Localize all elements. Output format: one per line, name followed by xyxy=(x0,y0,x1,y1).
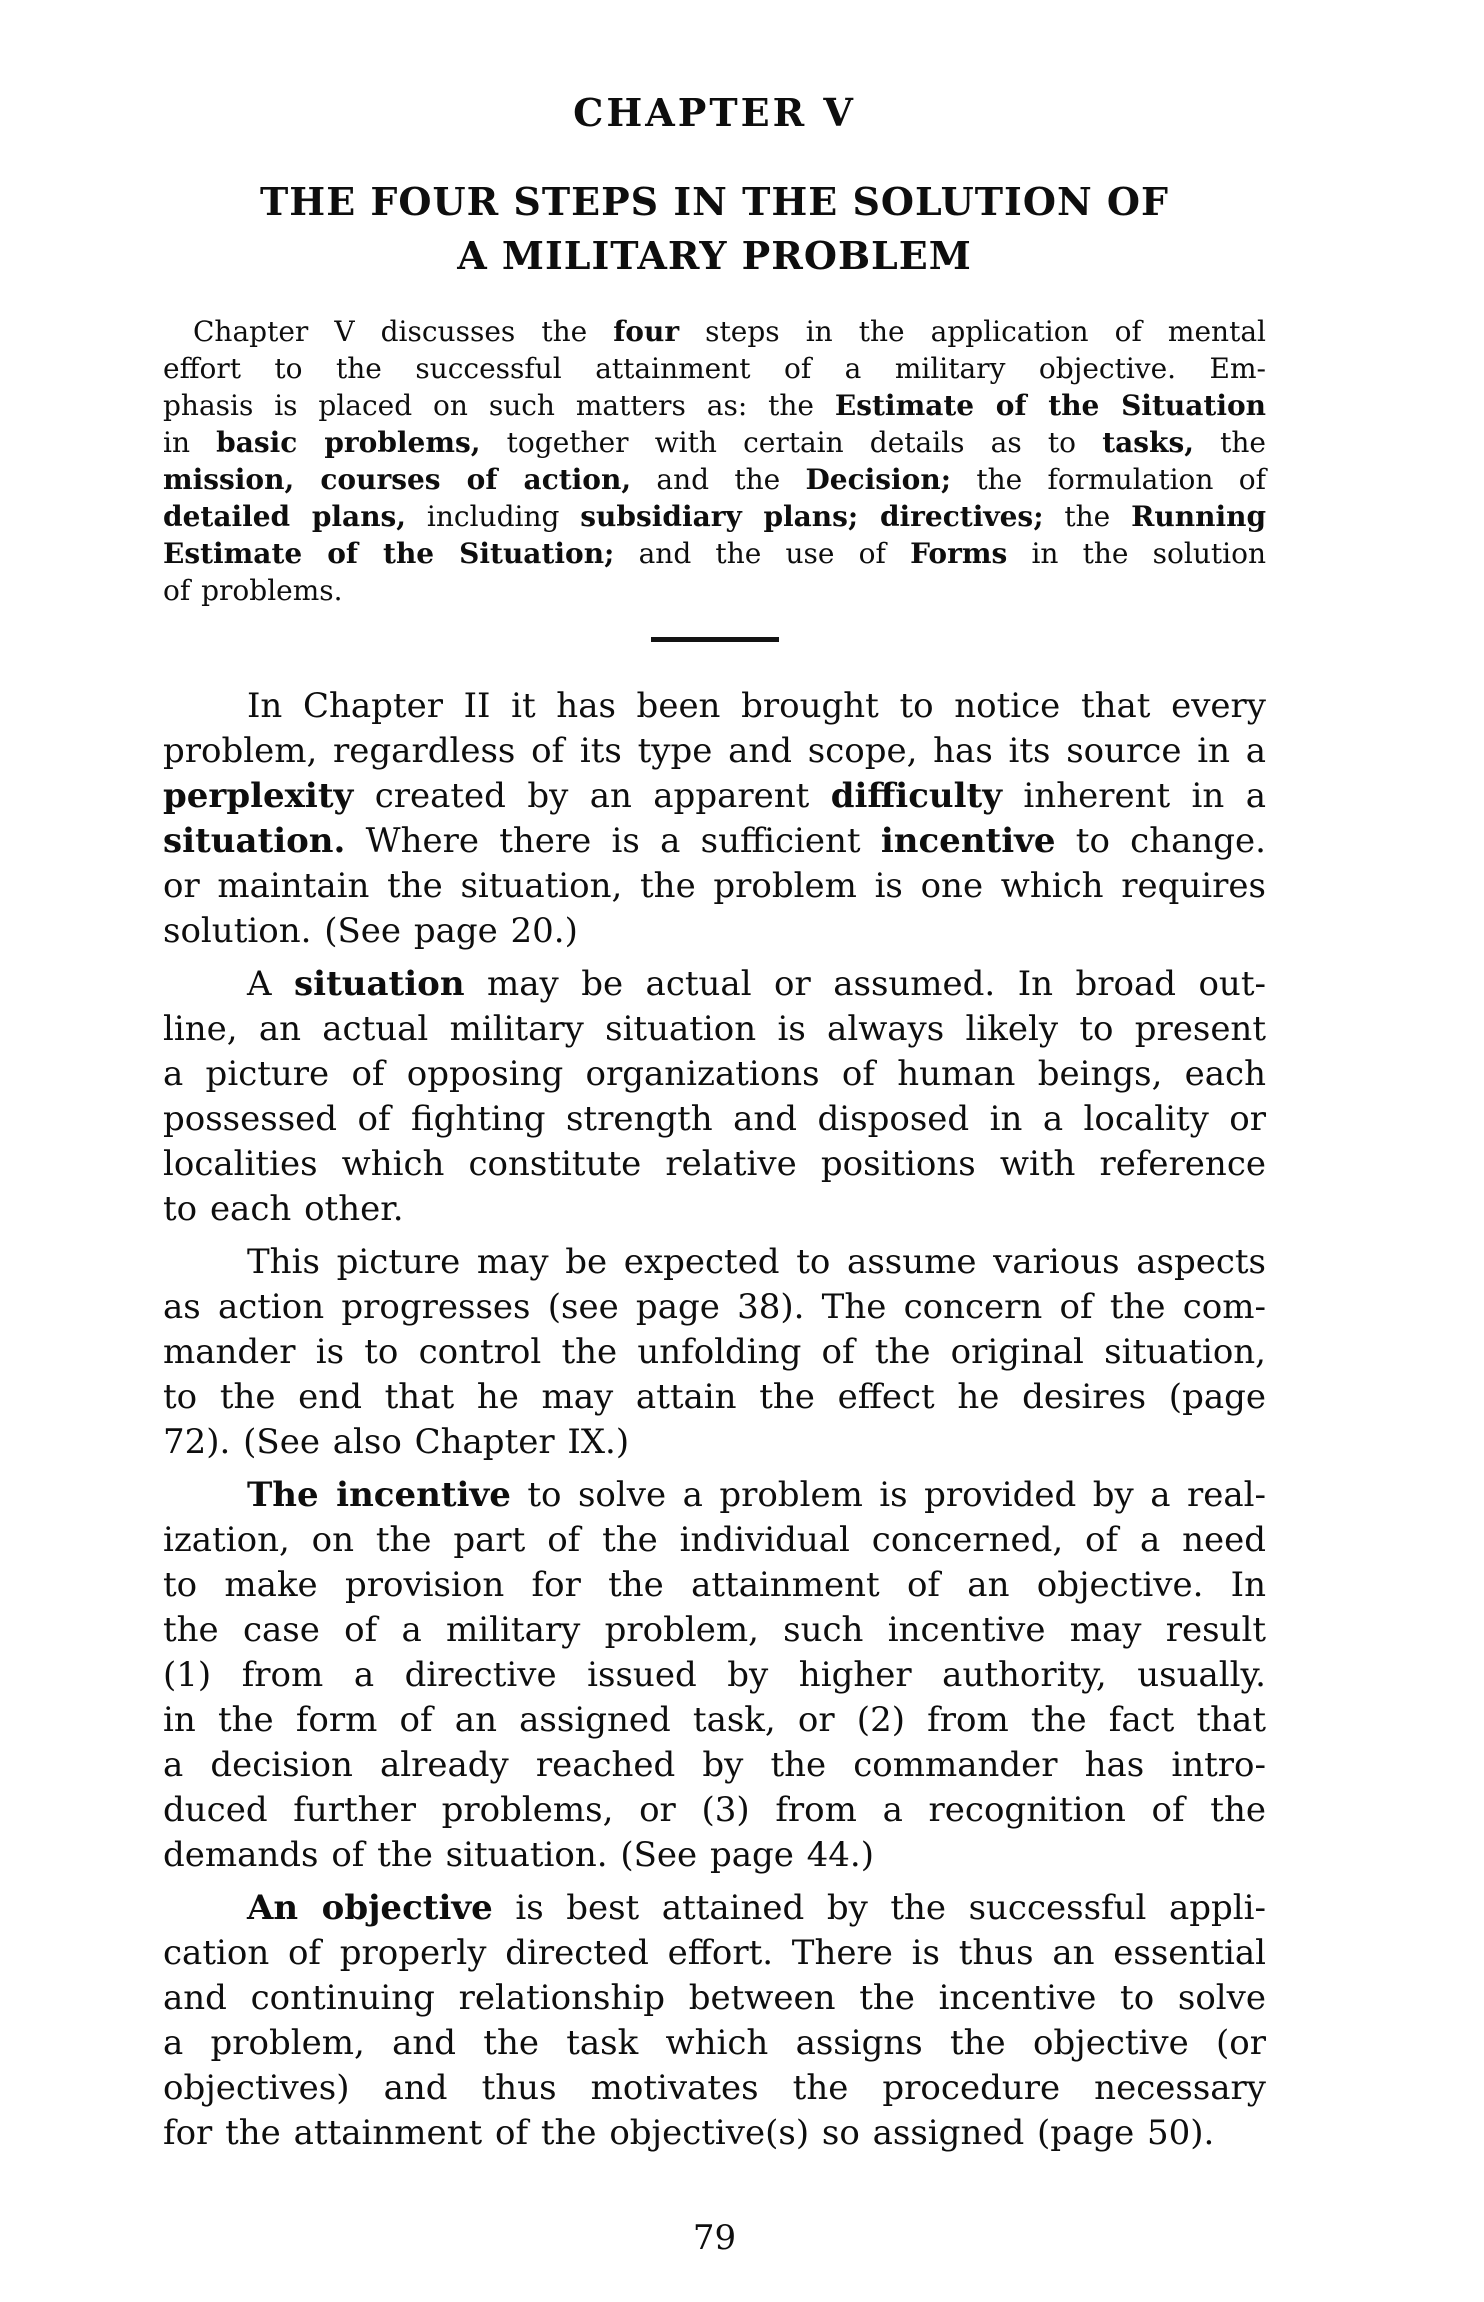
text-line: cation of properly directed effort. There is thus an essential xyxy=(163,1933,1266,1973)
text-line: (1) from a directive issued by higher authority, usually. xyxy=(163,1655,1266,1695)
chapter-heading: CHAPTER V xyxy=(573,90,856,135)
bold-term: detailed plans, xyxy=(163,500,407,533)
text-line: and continuing relationship between the incentive to solve xyxy=(163,1978,1266,2018)
text-column xyxy=(163,0,1266,2164)
bold-term: Forms xyxy=(910,537,1008,570)
text-line: situation. Where there is a sufficient incentive to change. xyxy=(163,821,1266,861)
title-line-2: A MILITARY PROBLEM xyxy=(457,233,972,278)
bold-term: situation. xyxy=(163,821,346,861)
text-line: In Chapter II it has been brought to notice that every xyxy=(247,686,1266,726)
text-line: line, an actual military situation is always likely to present xyxy=(163,1009,1266,1049)
page-title xyxy=(163,175,1266,283)
text-line: in the form of an assigned task, or (2) from the fact that xyxy=(163,1700,1266,1740)
text-line: This picture may be expected to assume various aspects xyxy=(247,1242,1266,1282)
bold-term: Estimate of the Situation; xyxy=(163,537,615,570)
text-line: phasis is placed on such matters as: the Estimate of the Situation xyxy=(163,389,1266,422)
text-line: effort to the successful attainment of a military objective. Em- xyxy=(163,352,1266,385)
section-divider xyxy=(651,637,779,642)
body-text xyxy=(163,684,1266,2156)
bold-term: four xyxy=(613,315,680,348)
text-line: 72). (See also Chapter IX.) xyxy=(163,1422,630,1462)
text-line: the case of a military problem, such incentive may result xyxy=(163,1610,1266,1650)
text-line: of problems. xyxy=(163,574,343,607)
text-line: Chapter V discusses the four steps in the application of mental xyxy=(193,315,1266,348)
text-line: problem, regardless of its type and scope, has its source in a xyxy=(163,731,1266,771)
text-line: localities which constitute relative positions with reference xyxy=(163,1144,1266,1184)
chapter-abstract xyxy=(163,313,1266,609)
bold-term: perplexity xyxy=(163,776,354,816)
text-line: to each other. xyxy=(163,1189,404,1229)
text-line: in basic problems, together with certain details as to tasks, the xyxy=(163,426,1266,459)
paragraph xyxy=(163,684,1266,954)
text-line: A situation may be actual or assumed. In broad out- xyxy=(247,964,1266,1004)
text-line: a decision already reached by the commander has intro- xyxy=(163,1745,1266,1785)
bold-term: difficulty xyxy=(830,776,1003,816)
bold-term: basic problems, xyxy=(216,426,481,459)
bold-term: incentive xyxy=(880,821,1056,861)
paragraph xyxy=(163,1240,1266,1465)
text-line: to the end that he may attain the effect he desires (page xyxy=(163,1377,1266,1417)
text-line: mission, courses of action, and the Decision; the formulation of xyxy=(163,463,1266,496)
bold-term: subsidiary plans; directives; xyxy=(580,500,1044,533)
bold-term: Running xyxy=(1131,500,1267,533)
text-line: The incentive to solve a problem is provided by a real- xyxy=(247,1475,1267,1515)
text-line: Estimate of the Situation; and the use of Forms in the solution xyxy=(163,537,1266,570)
text-line: to make provision for the attainment of an objective. In xyxy=(163,1565,1266,1605)
paragraph xyxy=(163,962,1266,1232)
text-line: detailed plans, including subsidiary plans; directives; the Running xyxy=(163,500,1267,533)
bold-term: mission, courses of action, xyxy=(163,463,632,496)
text-line: or maintain the situation, the problem is one which requires xyxy=(163,866,1266,906)
text-line: perplexity created by an apparent difficulty inherent in a xyxy=(163,776,1266,816)
text-line: a problem, and the task which assigns the objective (or xyxy=(163,2023,1266,2063)
text-line: mander is to control the unfolding of the original situation, xyxy=(163,1332,1266,1372)
text-line: ization, on the part of the individual concerned, of a need xyxy=(163,1520,1266,1560)
text-line: demands of the situation. (See page 44.) xyxy=(163,1835,875,1875)
text-line: for the attainment of the objective(s) so assigned (page 50). xyxy=(163,2113,1215,2153)
bold-term: The incentive xyxy=(247,1475,511,1515)
bold-term: situation xyxy=(294,964,465,1004)
text-line: a picture of opposing organizations of human beings, each xyxy=(163,1054,1266,1094)
text-line: possessed of fighting strength and disposed in a locality or xyxy=(163,1099,1266,1139)
paragraph xyxy=(163,1886,1266,2156)
page-number: 79 xyxy=(692,2218,737,2258)
text-line: An objective is best attained by the successful appli- xyxy=(247,1888,1266,1928)
bold-term: Estimate of the Situation xyxy=(834,389,1266,422)
text-line: duced further problems, or (3) from a recognition of the xyxy=(163,1790,1266,1830)
bold-term: An objective xyxy=(247,1888,493,1928)
bold-term: Decision; xyxy=(805,463,952,496)
text-line: solution. (See page 20.) xyxy=(163,911,578,951)
text-line: objectives) and thus motivates the procedure necessary xyxy=(163,2068,1266,2108)
bold-term: tasks, xyxy=(1102,426,1194,459)
text-line: as action progresses (see page 38). The concern of the com- xyxy=(163,1287,1266,1327)
title-line-1: THE FOUR STEPS IN THE SOLUTION OF xyxy=(260,179,1169,224)
paragraph xyxy=(163,1473,1266,1878)
